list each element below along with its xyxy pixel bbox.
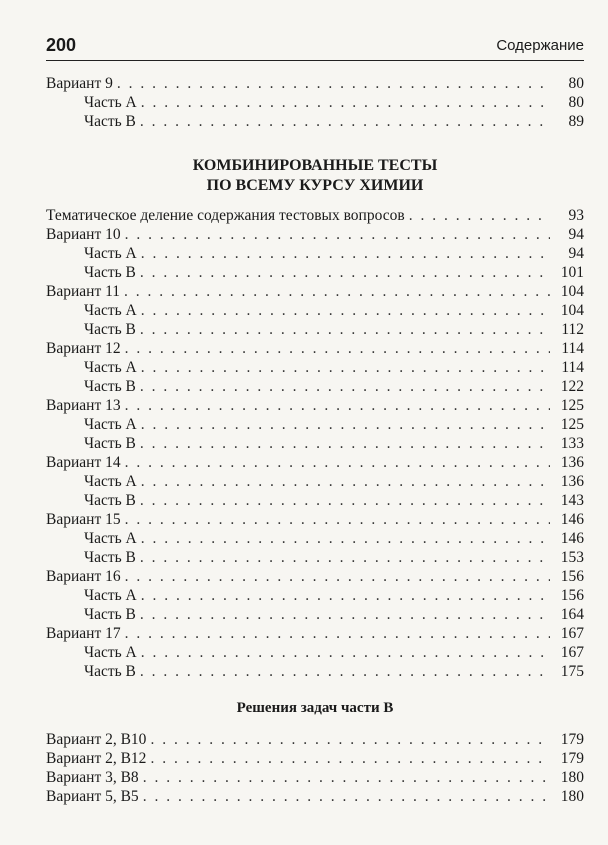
toc-entry xyxy=(46,643,584,662)
toc-entry-page: 146 xyxy=(560,530,584,547)
dot-leader xyxy=(150,749,550,768)
toc-entry-label: Вариант 9 xyxy=(46,75,113,92)
toc-entry-label: Часть А xyxy=(84,644,137,661)
toc-entry-page: 167 xyxy=(560,644,584,661)
toc-entry-page: 146 xyxy=(560,511,584,528)
toc-entry-page: 156 xyxy=(560,568,584,585)
toc-entry-page: 143 xyxy=(560,492,584,509)
toc-entry-label: Вариант 13 xyxy=(46,397,121,414)
dot-leader xyxy=(141,586,550,605)
toc-entry xyxy=(46,396,584,415)
toc-entry xyxy=(46,339,584,358)
dot-leader xyxy=(140,605,550,624)
dot-leader xyxy=(141,93,550,112)
dot-leader xyxy=(125,339,550,358)
toc-entry-label: Вариант 14 xyxy=(46,454,121,471)
toc-entry-label: Часть А xyxy=(84,94,137,111)
toc-entry-label: Тематическое деление содержания тестовых вопросов xyxy=(46,207,405,224)
dot-leader xyxy=(140,662,550,681)
dot-leader xyxy=(141,358,550,377)
toc-entry-page: 156 xyxy=(560,587,584,604)
toc-entry xyxy=(46,567,584,586)
toc-entry-label: Часть В xyxy=(84,321,136,338)
toc-entry-label: Часть В xyxy=(84,549,136,566)
toc-entry xyxy=(46,730,584,749)
dot-leader xyxy=(117,74,550,93)
toc-entry xyxy=(46,472,584,491)
dot-leader xyxy=(140,434,550,453)
toc-entry-page: 112 xyxy=(561,321,584,338)
toc-entry xyxy=(46,529,584,548)
toc-entry xyxy=(46,491,584,510)
toc-entry-page: 101 xyxy=(560,264,584,281)
toc-entry xyxy=(46,74,584,93)
toc-entry-label: Часть В xyxy=(84,264,136,281)
toc-entry-page: 175 xyxy=(560,663,584,680)
toc-entry-page: 180 xyxy=(560,788,584,805)
toc-entry xyxy=(46,624,584,643)
toc-entry-label: Часть В xyxy=(84,492,136,509)
toc-entry-label: Часть В xyxy=(84,378,136,395)
toc-entry-page: 179 xyxy=(560,750,584,767)
toc-entry-label: Вариант 3, В8 xyxy=(46,769,139,786)
toc-entry xyxy=(46,434,584,453)
toc-entry-label: Вариант 17 xyxy=(46,625,121,642)
toc-entry-label: Часть А xyxy=(84,359,137,376)
toc-entry xyxy=(46,301,584,320)
toc-entry xyxy=(46,510,584,529)
toc-entry xyxy=(46,749,584,768)
toc-entry-label: Вариант 12 xyxy=(46,340,121,357)
dot-leader xyxy=(125,510,550,529)
toc-entry xyxy=(46,263,584,282)
dot-leader xyxy=(141,643,550,662)
toc-entry-page: 114 xyxy=(561,340,584,357)
toc-entry-label: Часть А xyxy=(84,587,137,604)
dot-leader xyxy=(125,396,550,415)
heading-line-2: ПО ВСЕМУ КУРСУ ХИМИИ xyxy=(206,177,424,194)
toc-entry-page: 167 xyxy=(560,625,584,642)
toc-entry-label: Часть А xyxy=(84,473,137,490)
toc-entry xyxy=(46,93,584,112)
toc-top-group xyxy=(46,74,584,131)
dot-leader xyxy=(140,548,550,567)
dot-leader xyxy=(140,320,550,339)
toc-entry-label: Вариант 11 xyxy=(46,283,121,300)
toc-entry xyxy=(46,244,584,263)
dot-leader xyxy=(141,529,550,548)
toc-entry-label: Часть А xyxy=(84,302,137,319)
toc-entry xyxy=(46,377,584,396)
toc-entry xyxy=(46,453,584,472)
toc-entry-page: 80 xyxy=(568,75,584,92)
toc-entry-page: 94 xyxy=(568,226,584,243)
heading-line-1: КОМБИНИРОВАННЫЕ ТЕСТЫ xyxy=(192,157,438,174)
toc-entry-label: Вариант 10 xyxy=(46,226,121,243)
toc-entry xyxy=(46,225,584,244)
toc-entry-page: 80 xyxy=(568,94,584,111)
toc-entry xyxy=(46,586,584,605)
toc-entry xyxy=(46,662,584,681)
toc-entry-page: 114 xyxy=(561,359,584,376)
dot-leader xyxy=(409,206,550,225)
dot-leader xyxy=(140,377,550,396)
toc-entry-label: Вариант 5, В5 xyxy=(46,788,139,805)
toc-entry-page: 136 xyxy=(560,454,584,471)
toc-entry xyxy=(46,358,584,377)
dot-leader xyxy=(141,472,550,491)
dot-leader xyxy=(125,567,550,586)
dot-leader xyxy=(141,415,550,434)
toc-entry-label: Часть А xyxy=(84,416,137,433)
solutions-heading: Решения задач части В xyxy=(236,700,394,716)
dot-leader xyxy=(150,730,550,749)
toc-entry-label: Вариант 15 xyxy=(46,511,121,528)
toc-entry xyxy=(46,320,584,339)
toc-entry-label: Часть В xyxy=(84,435,136,452)
toc-entry-label: Вариант 16 xyxy=(46,568,121,585)
toc-entry-label: Часть В xyxy=(84,663,136,680)
toc-entry-page: 125 xyxy=(560,397,584,414)
toc-entry-page: 136 xyxy=(560,473,584,490)
toc-entry-label: Часть В xyxy=(84,606,136,623)
dot-leader xyxy=(140,263,550,282)
dot-leader xyxy=(143,768,550,787)
toc-combined-group xyxy=(46,206,584,681)
toc-entry-label: Вариант 2, В10 xyxy=(46,731,147,748)
toc-entry xyxy=(46,548,584,567)
toc-entry xyxy=(46,112,584,131)
dot-leader xyxy=(125,225,550,244)
toc-entry-page: 104 xyxy=(560,283,584,300)
toc-entry xyxy=(46,282,584,301)
toc-entry-page: 164 xyxy=(560,606,584,623)
dot-leader xyxy=(143,787,550,806)
toc-entry-page: 94 xyxy=(568,245,584,262)
toc-entry-page: 179 xyxy=(560,731,584,748)
toc-entry xyxy=(46,206,584,225)
dot-leader xyxy=(141,301,550,320)
toc-entry-page: 89 xyxy=(568,113,584,130)
combined-tests-heading xyxy=(46,156,584,196)
toc-entry-label: Часть А xyxy=(84,530,137,547)
toc-entry xyxy=(46,787,584,806)
toc-entry-page: 122 xyxy=(560,378,584,395)
toc-entry xyxy=(46,415,584,434)
dot-leader xyxy=(140,112,550,131)
page-number: 200 xyxy=(46,35,77,55)
toc-entry-page: 133 xyxy=(560,435,584,452)
toc-entry-page: 180 xyxy=(560,769,584,786)
toc-entry-label: Вариант 2, В12 xyxy=(46,750,147,767)
toc-entry xyxy=(46,768,584,787)
dot-leader xyxy=(125,624,550,643)
dot-leader xyxy=(124,282,550,301)
toc-solutions-group xyxy=(46,730,584,806)
section-title: Содержание xyxy=(496,37,584,54)
dot-leader xyxy=(125,453,550,472)
toc-entry-page: 125 xyxy=(560,416,584,433)
dot-leader xyxy=(140,491,550,510)
running-head xyxy=(46,34,584,61)
toc-entry-page: 104 xyxy=(560,302,584,319)
toc-entry-label: Часть А xyxy=(84,245,137,262)
toc-entry xyxy=(46,605,584,624)
toc-entry-page: 153 xyxy=(560,549,584,566)
toc-entry-label: Часть В xyxy=(84,113,136,130)
toc-entry-page: 93 xyxy=(568,207,584,224)
dot-leader xyxy=(141,244,550,263)
